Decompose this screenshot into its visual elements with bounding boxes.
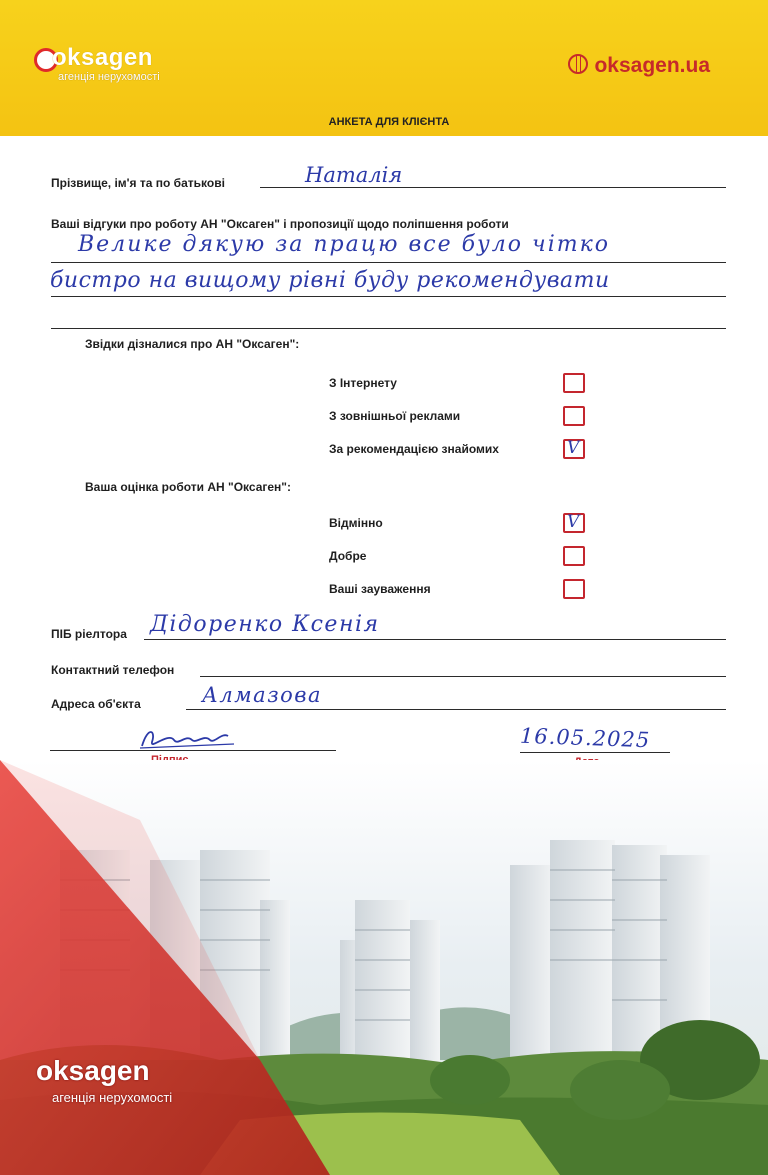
checkbox-outdoor-ads[interactable] xyxy=(563,406,585,426)
address-value[interactable]: Алмазова xyxy=(202,683,323,707)
rating-label: Ваша оцінка роботи АН "Оксаген": xyxy=(85,480,291,494)
city-skyline-image xyxy=(0,760,768,1175)
checkbox-recommendation[interactable] xyxy=(563,439,585,459)
checkbox-excellent[interactable] xyxy=(563,513,585,533)
realtor-line xyxy=(144,639,726,640)
date-line xyxy=(520,752,670,753)
globe-icon xyxy=(568,54,588,74)
source-option-outdoor-ads: З зовнішньої реклами xyxy=(329,409,461,423)
feedback-text-2[interactable]: бистро на вищому рівні буду рекомендувати xyxy=(50,268,610,293)
source-label: Звідки дізналися про АН "Оксаген": xyxy=(85,337,300,351)
feedback-text-1[interactable]: Велике дякую за працю все було чітко xyxy=(78,232,611,257)
feedback-label: Ваші відгуки про роботу АН "Оксаген" і пропозиції щодо поліпшення роботи xyxy=(51,217,509,231)
feedback-line-3 xyxy=(51,328,726,329)
checkbox-internet[interactable] xyxy=(563,373,585,393)
checkbox-mark: V xyxy=(567,512,580,532)
source-option-internet: З Інтернету xyxy=(329,376,397,390)
footer-illustration xyxy=(0,760,768,1175)
checkbox-remarks[interactable] xyxy=(563,579,585,599)
footer-brand: oksagen xyxy=(36,1055,150,1086)
logo-brand: oksagen xyxy=(52,44,153,71)
name-label: Прізвище, ім'я та по батькові xyxy=(51,176,225,190)
feedback-line-1 xyxy=(51,262,726,263)
date-value[interactable]: 16.05.2025 xyxy=(519,723,651,753)
name-value[interactable]: Наталія xyxy=(305,163,403,187)
signature-line xyxy=(50,750,336,751)
feedback-line-2 xyxy=(51,296,726,297)
logo-subtitle: агенція нерухомості xyxy=(58,71,160,83)
source-option-recommendation: За рекомендацією знайомих xyxy=(329,442,499,456)
rating-option-excellent: Відмінно xyxy=(329,516,383,530)
phone-label: Контактний телефон xyxy=(51,663,175,677)
form-title: АНКЕТА ДЛЯ КЛІЄНТА xyxy=(328,116,450,128)
rating-option-good: Добре xyxy=(329,549,367,563)
rating-option-remarks: Ваші зауваження xyxy=(329,582,431,596)
checkbox-mark: V xyxy=(567,438,580,458)
website-text: oksagen.ua xyxy=(594,54,710,77)
name-line xyxy=(260,187,726,188)
website xyxy=(568,54,710,78)
realtor-value[interactable]: Дідоренко Ксенія xyxy=(150,612,380,637)
checkbox-good[interactable] xyxy=(563,546,585,566)
phone-line xyxy=(200,676,726,677)
address-line xyxy=(186,709,726,710)
footer-subtitle: агенція нерухомості xyxy=(52,1090,173,1105)
realtor-label: ПІБ ріелтора xyxy=(51,627,127,641)
address-label: Адреса об'єкта xyxy=(51,697,141,711)
